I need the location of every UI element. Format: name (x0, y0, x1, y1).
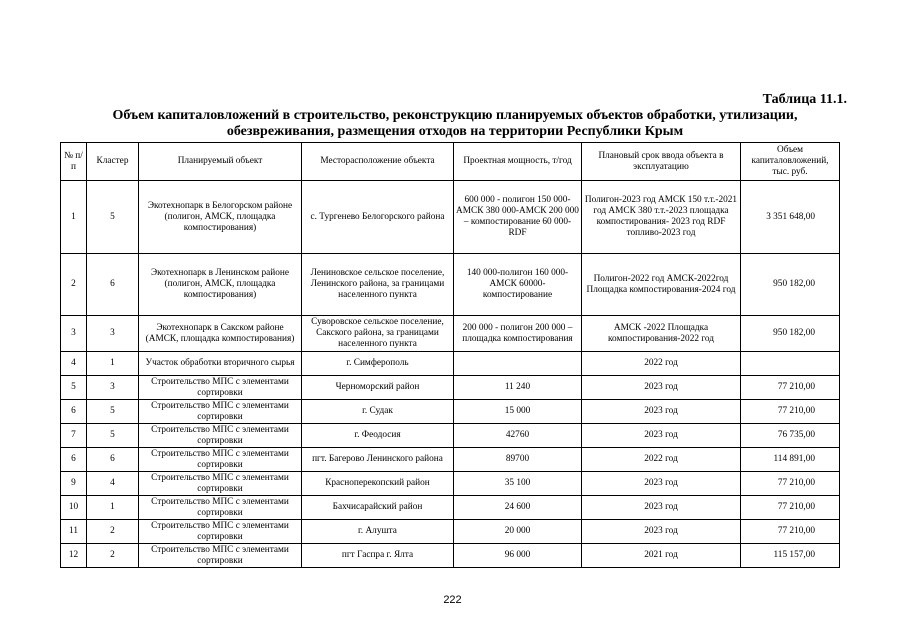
cell-cost: 950 182,00 (741, 316, 840, 352)
cell-cluster: 2 (87, 544, 139, 568)
cell-object: Строительство МПС с элементами сортировки (139, 376, 302, 400)
title-line-2: обезвреживания, размещения отходов на территории Республики Крым (226, 124, 684, 139)
table-number: Таблица 11.1. (762, 92, 847, 107)
cell-deadline: 2022 год (582, 352, 741, 376)
title-line-1: Объем капиталовложений в строительство, реконструкцию планируемых объектов обработки, утилизации, (112, 108, 798, 123)
cell-location: Бахчисарайский район (302, 496, 454, 520)
cell-object: Экотехнопарк в Ленинском районе (полигон, АМСК, площадка компостирования) (139, 254, 302, 316)
cell-cost (741, 352, 840, 376)
cell-location: пгт. Багерово Ленинского района (302, 448, 454, 472)
cell-num: 7 (61, 424, 87, 448)
cell-cluster: 5 (87, 400, 139, 424)
table-row (61, 544, 840, 568)
cell-num: 10 (61, 496, 87, 520)
col-header-capacity: Проектная мощность, т/год (454, 143, 582, 181)
cell-num: 1 (61, 181, 87, 254)
cell-deadline: АМСК -2022 Площадка компостирования-2022 год (582, 316, 741, 352)
cell-capacity: 200 000 - полигон 200 000 – площадка компостирования (454, 316, 582, 352)
cell-num: 6 (61, 400, 87, 424)
cell-location: г. Симферополь (302, 352, 454, 376)
page-number: 222 (443, 594, 462, 606)
cell-capacity: 140 000-полигон 160 000-АМСК 60000- компостирование (454, 254, 582, 316)
cell-cluster: 4 (87, 472, 139, 496)
cell-num: 12 (61, 544, 87, 568)
cell-location: Суворовское сельское поселение, Сакского района, за границами населенного пункта (302, 316, 454, 352)
cell-location: с. Тургенево Белогорского района (302, 181, 454, 254)
cell-deadline: 2022 год (582, 448, 741, 472)
cell-capacity: 600 000 - полигон 150 000-АМСК 380 000-АМСК 200 000 – компостирование 60 000-RDF (454, 181, 582, 254)
cell-cost: 115 157,00 (741, 544, 840, 568)
cell-deadline: 2023 год (582, 376, 741, 400)
cell-capacity: 11 240 (454, 376, 582, 400)
cell-object: Строительство МПС с элементами сортировки (139, 472, 302, 496)
cell-cost: 77 210,00 (741, 400, 840, 424)
table-row (61, 472, 840, 496)
cell-capacity (454, 352, 582, 376)
cell-capacity: 15 000 (454, 400, 582, 424)
cell-capacity: 96 000 (454, 544, 582, 568)
cell-cost: 76 735,00 (741, 424, 840, 448)
cell-deadline: 2023 год (582, 520, 741, 544)
cell-object: Строительство МПС с элементами сортировки (139, 400, 302, 424)
cell-location: г. Феодосия (302, 424, 454, 448)
col-header-object: Планируемый объект (139, 143, 302, 181)
cell-object: Строительство МПС с элементами сортировки (139, 496, 302, 520)
cell-cost: 114 891,00 (741, 448, 840, 472)
cell-capacity: 89700 (454, 448, 582, 472)
cell-location: г. Судак (302, 400, 454, 424)
table-header-row (61, 143, 840, 181)
table-row (61, 400, 840, 424)
cell-location: Лениновское сельское поселение, Ленинского района, за границами населенного пункта (302, 254, 454, 316)
table-row (61, 496, 840, 520)
cell-cluster: 3 (87, 316, 139, 352)
cell-cost: 3 351 648,00 (741, 181, 840, 254)
table-row (61, 352, 840, 376)
cell-capacity: 35 100 (454, 472, 582, 496)
cell-num: 2 (61, 254, 87, 316)
cell-location: пгт Гаспра г. Ялта (302, 544, 454, 568)
col-header-deadline: Плановый срок ввода объекта в эксплуатацию (582, 143, 741, 181)
cell-num: 6 (61, 448, 87, 472)
cell-cluster: 1 (87, 352, 139, 376)
cell-deadline: 2023 год (582, 424, 741, 448)
cell-cost: 77 210,00 (741, 472, 840, 496)
cell-capacity: 20 000 (454, 520, 582, 544)
cell-location: Черноморский район (302, 376, 454, 400)
cell-num: 9 (61, 472, 87, 496)
cell-cluster: 5 (87, 181, 139, 254)
cell-location: г. Алушта (302, 520, 454, 544)
cell-num: 3 (61, 316, 87, 352)
table-row (61, 254, 840, 316)
table-row (61, 424, 840, 448)
cell-cluster: 1 (87, 496, 139, 520)
cell-deadline: 2021 год (582, 544, 741, 568)
cell-deadline: Полигон-2023 год АМСК 150 т.т.-2021 год АМСК 380 т.т.-2023 площадка компостирования- 2023 год RDF топливо-2023 год (582, 181, 741, 254)
table-row (61, 376, 840, 400)
cell-cost: 77 210,00 (741, 376, 840, 400)
cell-object: Строительство МПС с элементами сортировки (139, 544, 302, 568)
col-header-cost: Объем капиталовложений, тыс. руб. (741, 143, 840, 181)
cell-cluster: 2 (87, 520, 139, 544)
investment-table (60, 142, 840, 568)
cell-num: 4 (61, 352, 87, 376)
table-row (61, 316, 840, 352)
cell-object: Строительство МПС с элементами сортировки (139, 424, 302, 448)
cell-object: Экотехнопарк в Сакском районе (АМСК, площадка компостирования) (139, 316, 302, 352)
cell-cluster: 5 (87, 424, 139, 448)
cell-cluster: 3 (87, 376, 139, 400)
cell-object: Участок обработки вторичного сырья (139, 352, 302, 376)
col-header-location: Месторасположение объекта (302, 143, 454, 181)
cell-capacity: 42760 (454, 424, 582, 448)
cell-object: Строительство МПС с элементами сортировки (139, 520, 302, 544)
cell-cluster: 6 (87, 254, 139, 316)
cell-deadline: 2023 год (582, 400, 741, 424)
table-row (61, 448, 840, 472)
cell-object: Экотехнопарк в Белогорском районе (полигон, АМСК, площадка компостирования) (139, 181, 302, 254)
cell-num: 11 (61, 520, 87, 544)
cell-deadline: 2023 год (582, 496, 741, 520)
cell-cost: 77 210,00 (741, 496, 840, 520)
table-row (61, 181, 840, 254)
cell-cost: 77 210,00 (741, 520, 840, 544)
cell-location: Красноперекопский район (302, 472, 454, 496)
table-row (61, 520, 840, 544)
cell-capacity: 24 600 (454, 496, 582, 520)
cell-object: Строительство МПС с элементами сортировки (139, 448, 302, 472)
cell-num: 5 (61, 376, 87, 400)
col-header-cluster: Кластер (87, 143, 139, 181)
cell-cluster: 6 (87, 448, 139, 472)
cell-deadline: Полигон-2022 год АМСК-2022год Площадка компостирования-2024 год (582, 254, 741, 316)
col-header-num: № п/ п (61, 143, 87, 181)
table-title (60, 108, 850, 140)
cell-cost: 950 182,00 (741, 254, 840, 316)
cell-deadline: 2023 год (582, 472, 741, 496)
